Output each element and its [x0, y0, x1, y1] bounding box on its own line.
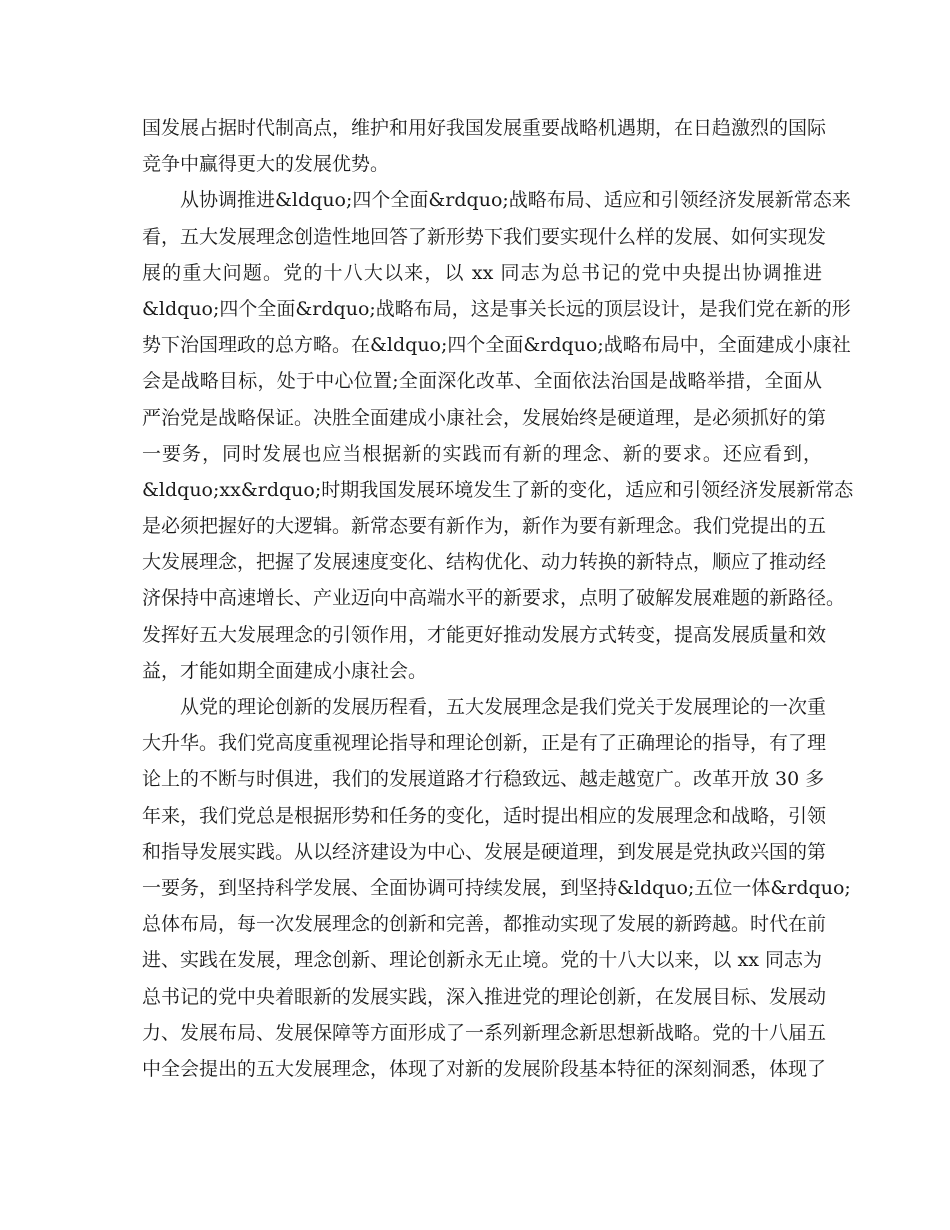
- text-line: 论上的不断与时俱进，我们的发展道路才行稳致远、越走越宽广。改革开放 30 多: [142, 768, 825, 791]
- text-line: 年来，我们党总是根据形势和任务的变化，适时提出相应的发展理念和战略，引领: [142, 804, 827, 827]
- text-line: 益，才能如期全面建成小康社会。: [142, 659, 428, 682]
- text-line: 会是战略目标，处于中心位置;全面深化改革、全面依法治国是战略举措，全面从: [142, 370, 822, 393]
- text-line: 一要务，到坚持科学发展、全面协调可持续发展，到坚持&ldquo;五位一体&rdquo;: [142, 876, 851, 899]
- text-line: 济保持中高速增长、产业迈向中高端水平的新要求，点明了破解发展难题的新路径。: [142, 587, 846, 610]
- text-line: 看，五大发展理念创造性地回答了新形势下我们要实现什么样的发展、如何实现发: [142, 225, 827, 248]
- paragraph-first-line: 从协调推进&ldquo;四个全面&rdquo;战略布局、适应和引领经济发展新常态来: [180, 189, 851, 212]
- text-line: &ldquo;四个全面&rdquo;战略布局，这是事关长远的顶层设计，是我们党在新的形: [142, 297, 851, 320]
- text-line: 大升华。我们党高度重视理论指导和理论创新，正是有了正确理论的指导，有了理: [142, 732, 827, 755]
- text-line: 发挥好五大发展理念的引领作用，才能更好推动发展方式转变，提高发展质量和效: [142, 623, 827, 646]
- text-line: 是必须把握好的大逻辑。新常态要有新作为，新作为要有新理念。我们党提出的五: [142, 515, 827, 538]
- text-line: 展的重大问题。党的十八大以来，以 xx 同志为总书记的党中央提出协调推进: [142, 261, 822, 284]
- text-line: 总书记的党中央着眼新的发展实践，深入推进党的理论创新，在发展目标、发展动: [142, 985, 827, 1008]
- text-line: 力、发展布局、发展保障等方面形成了一系列新理念新思想新战略。党的十八届五: [142, 1021, 827, 1044]
- text-line: 中全会提出的五大发展理念，体现了对新的发展阶段基本特征的深刻洞悉，体现了: [142, 1057, 827, 1080]
- paragraph-first-line: 从党的理论创新的发展历程看，五大发展理念是我们党关于发展理论的一次重: [180, 696, 827, 718]
- text-line: 总体布局，每一次发展理念的创新和完善，都推动实现了发展的新跨越。时代在前: [142, 913, 827, 936]
- text-line: 一要务，同时发展也应当根据新的实践而有新的理念、新的要求。还应看到，: [142, 442, 822, 465]
- text-line: 竞争中赢得更大的发展优势。: [142, 153, 390, 176]
- text-line: 国发展占据时代制高点，维护和用好我国发展重要战略机遇期，在日趋激烈的国际: [142, 117, 827, 139]
- text-line: 进、实践在发展，理念创新、理论创新永无止境。党的十八大以来，以 xx 同志为: [142, 949, 822, 972]
- text-line: 严治党是战略保证。决胜全面建成小康社会，发展始终是硬道理，是必须抓好的第: [142, 406, 827, 429]
- text-line: 和指导发展实践。从以经济建设为中心、发展是硬道理，到发展是党执政兴国的第: [142, 840, 827, 863]
- text-line: &ldquo;xx&rdquo;时期我国发展环境发生了新的变化，适应和引领经济发展新常态: [142, 478, 854, 501]
- text-line: 大发展理念，把握了发展速度变化、结构优化、动力转换的新特点，顺应了推动经: [142, 551, 827, 574]
- body-text: [142, 110, 854, 1087]
- text-line: 势下治国理政的总方略。在&ldquo;四个全面&rdquo;战略布局中，全面建成小康社: [142, 334, 851, 357]
